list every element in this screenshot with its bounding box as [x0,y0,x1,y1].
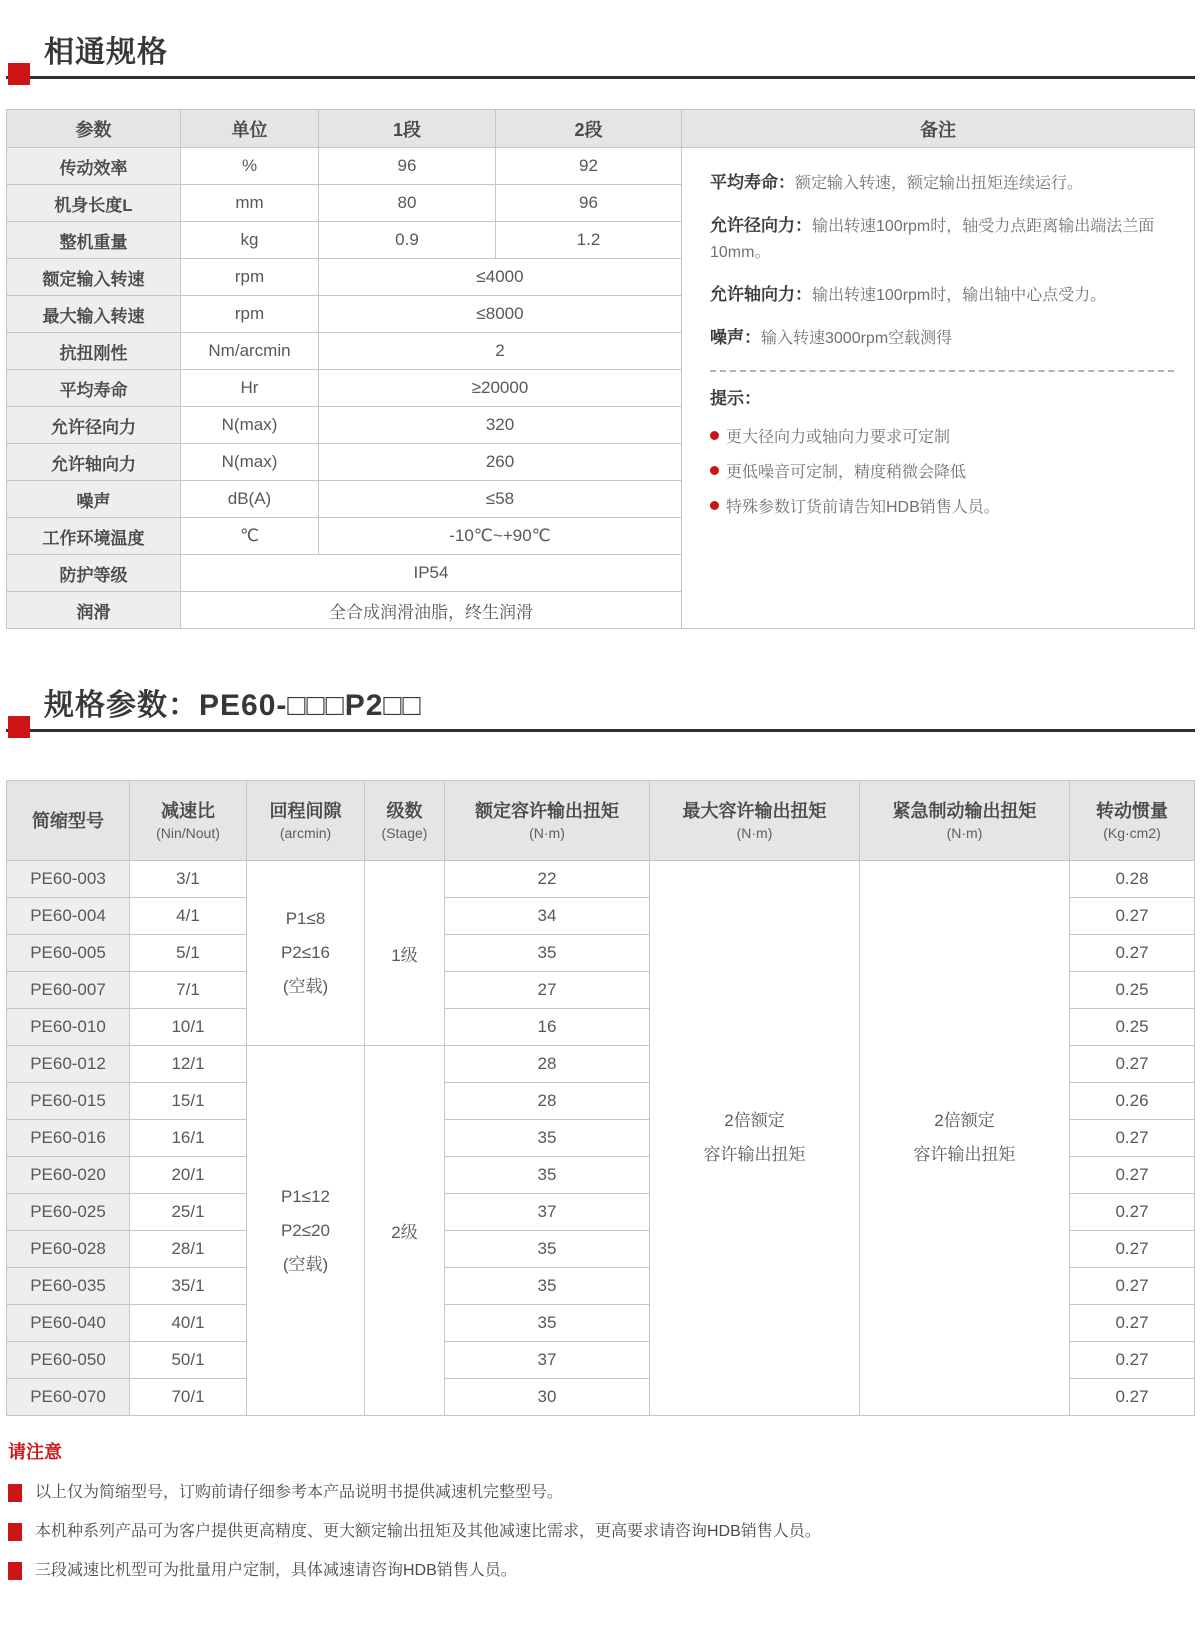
rated-torque-cell: 16 [445,1009,650,1046]
tip-item [710,494,1174,517]
param-cell: 平均寿命 [7,370,181,407]
value-cell: 2 [319,333,682,370]
column-header-main: 最大容许输出扭矩 [682,801,827,821]
unit-cell: N(max) [181,407,319,444]
inertia-cell: 0.28 [1070,861,1195,898]
unit-cell: Hr [181,370,319,407]
unit-cell: dB(A) [181,481,319,518]
column-header [365,781,445,861]
ratio-cell: 3/1 [130,861,247,898]
inertia-cell: 0.27 [1070,1342,1195,1379]
brake-torque-cell: 2倍额定 容许输出扭矩 [860,861,1070,1416]
rated-torque-cell: 37 [445,1194,650,1231]
section2-title: 规格参数：PE60-□□□P2□□ [44,689,422,722]
column-header [247,781,365,861]
note-item [8,1561,1195,1581]
value-cell: ≤8000 [319,296,682,333]
model-specs-header-row [7,781,1195,861]
model-cell: PE60-050 [7,1342,130,1379]
model-cell: PE60-035 [7,1268,130,1305]
column-header: 单位 [181,110,319,148]
model-specs-table [6,780,1195,1416]
section-marker-icon [8,716,30,738]
param-cell: 润滑 [7,592,181,629]
column-header-sub: (N·m) [946,825,983,841]
notes-section [6,1438,1195,1581]
rated-torque-cell: 35 [445,935,650,972]
spec-row [7,148,1195,185]
column-header-main: 紧急制动输出扭矩 [892,801,1037,821]
value-cell: 260 [319,444,682,481]
stage-cell: 2级 [365,1046,445,1416]
tip-item [710,459,1174,482]
tips-title: 提示： [710,389,761,408]
param-cell: 允许径向力 [7,407,181,444]
ratio-cell: 7/1 [130,972,247,1009]
model-cell: PE60-025 [7,1194,130,1231]
ratio-cell: 10/1 [130,1009,247,1046]
section1-title: 相通规格 [44,36,168,69]
value-cell: -10℃~+90℃ [319,518,682,555]
common-specs-table [6,109,1195,629]
tip-item [710,424,1174,447]
model-cell: PE60-007 [7,972,130,1009]
model-cell: PE60-004 [7,898,130,935]
model-cell: PE60-016 [7,1120,130,1157]
model-cell: PE60-010 [7,1009,130,1046]
column-header-main: 减速比 [161,801,215,821]
column-header-sub: (arcmin) [279,825,332,841]
column-header-main: 转动惯量 [1096,801,1168,821]
rated-torque-cell: 28 [445,1083,650,1120]
unit-cell: rpm [181,259,319,296]
rated-torque-cell: 35 [445,1120,650,1157]
inertia-cell: 0.26 [1070,1083,1195,1120]
ratio-cell: 20/1 [130,1157,247,1194]
value-cell-stage1: 0.9 [319,222,496,259]
ratio-cell: 15/1 [130,1083,247,1120]
remark-paragraph [710,282,1174,309]
value-cell-stage2: 1.2 [496,222,682,259]
column-header [1070,781,1195,861]
column-header-main: 简缩型号 [32,810,104,831]
section-marker-icon [8,63,30,85]
note-text: 三段减速比机型可为批量用户定制，具体减速请咨询HDB销售人员。 [35,1562,517,1579]
column-header-main: 回程间隙 [269,801,342,821]
ratio-cell: 40/1 [130,1305,247,1342]
value-cell-stage2: 92 [496,148,682,185]
note-item [8,1522,1195,1542]
param-cell: 噪声 [7,481,181,518]
model-cell: PE60-003 [7,861,130,898]
param-cell: 防护等级 [7,555,181,592]
column-header-sub: (Kg·cm2) [1103,825,1161,841]
inertia-cell: 0.27 [1070,1157,1195,1194]
model-cell: PE60-020 [7,1157,130,1194]
backlash-cell: P1≤8 P2≤16 (空载) [247,861,365,1046]
param-cell: 整机重量 [7,222,181,259]
value-cell: ≤4000 [319,259,682,296]
bullet-square-icon [8,1562,22,1580]
rated-torque-cell: 35 [445,1305,650,1342]
value-cell: ≥20000 [319,370,682,407]
note-item [8,1483,1195,1503]
column-header: 2段 [496,110,682,148]
bullet-dot-icon [710,466,719,475]
rated-torque-cell: 30 [445,1379,650,1416]
remark-paragraph [710,213,1174,266]
rated-torque-cell: 27 [445,972,650,1009]
max-torque-cell: 2倍额定 容许输出扭矩 [650,861,860,1416]
ratio-cell: 12/1 [130,1046,247,1083]
inertia-cell: 0.25 [1070,972,1195,1009]
rated-torque-cell: 34 [445,898,650,935]
ratio-cell: 50/1 [130,1342,247,1379]
inertia-cell: 0.27 [1070,1231,1195,1268]
section1-header [6,36,1195,79]
param-cell: 工作环境温度 [7,518,181,555]
inertia-cell: 0.25 [1070,1009,1195,1046]
param-cell: 额定输入转速 [7,259,181,296]
remark-lead: 允许轴向力： [710,285,812,304]
column-header [130,781,247,861]
inertia-cell: 0.27 [1070,1305,1195,1342]
remark-paragraph [710,325,1174,352]
unit-cell: N(max) [181,444,319,481]
inertia-cell: 0.27 [1070,1120,1195,1157]
column-header-sub: (N·m) [736,825,773,841]
value-cell-stage1: 96 [319,148,496,185]
remark-text: 额定输入转速，额定输出扭矩连续运行。 [795,175,1084,192]
model-cell: PE60-012 [7,1046,130,1083]
column-header [860,781,1070,861]
bullet-square-icon [8,1523,22,1541]
inertia-cell: 0.27 [1070,898,1195,935]
column-header-main: 额定容许输出扭矩 [475,801,619,821]
value-cell-stage2: 96 [496,185,682,222]
param-cell: 机身长度L [7,185,181,222]
ratio-cell: 70/1 [130,1379,247,1416]
model-cell: PE60-005 [7,935,130,972]
common-specs-header-row [7,110,1195,148]
model-cell: PE60-028 [7,1231,130,1268]
ratio-cell: 4/1 [130,898,247,935]
column-header [650,781,860,861]
column-header-sub: (Stage) [381,825,428,841]
unit-cell: kg [181,222,319,259]
tip-text: 特殊参数订货前请告知HDB销售人员。 [726,499,1000,516]
value-cell-stage1: 80 [319,185,496,222]
value-cell: IP54 [181,555,682,592]
column-header-sub: (N·m) [529,825,565,841]
value-cell: 全合成润滑油脂，终生润滑 [181,592,682,629]
value-cell: ≤58 [319,481,682,518]
ratio-cell: 5/1 [130,935,247,972]
param-cell: 允许轴向力 [7,444,181,481]
tips-list [710,424,1174,517]
note-text: 以上仅为简缩型号，订购前请仔细参考本产品说明书提供减速机完整型号。 [35,1484,564,1501]
model-cell: PE60-040 [7,1305,130,1342]
remark-lead: 允许径向力： [710,216,812,235]
rated-torque-cell: 22 [445,861,650,898]
dashed-divider [710,370,1174,372]
remark-paragraph [710,170,1174,197]
ratio-cell: 35/1 [130,1268,247,1305]
model-row [7,861,1195,898]
unit-cell: % [181,148,319,185]
bullet-square-icon [8,1484,22,1502]
unit-cell: mm [181,185,319,222]
column-header-main: 级数 [386,801,423,821]
inertia-cell: 0.27 [1070,1046,1195,1083]
ratio-cell: 28/1 [130,1231,247,1268]
bullet-dot-icon [710,501,719,510]
inertia-cell: 0.27 [1070,1268,1195,1305]
remarks-cell [682,148,1195,629]
column-header [445,781,650,861]
column-header: 备注 [682,110,1195,148]
rated-torque-cell: 35 [445,1231,650,1268]
unit-cell: Nm/arcmin [181,333,319,370]
notes-title: 请注意 [8,1442,62,1462]
rated-torque-cell: 37 [445,1342,650,1379]
remark-lead: 噪声： [710,328,761,347]
inertia-cell: 0.27 [1070,935,1195,972]
remark-text: 输出转速100rpm时，输出轴中心点受力。 [812,287,1107,304]
ratio-cell: 25/1 [130,1194,247,1231]
column-header-sub: (Nin/Nout) [156,825,220,841]
rated-torque-cell: 35 [445,1157,650,1194]
param-cell: 抗扭刚性 [7,333,181,370]
rated-torque-cell: 35 [445,1268,650,1305]
ratio-cell: 16/1 [130,1120,247,1157]
bullet-dot-icon [710,431,719,440]
unit-cell: rpm [181,296,319,333]
model-cell: PE60-015 [7,1083,130,1120]
backlash-cell: P1≤12 P2≤20 (空载) [247,1046,365,1416]
remark-text: 输出转速100rpm时，轴受力点距离输出端法兰面10mm。 [710,218,1155,261]
section2-header [6,689,1195,732]
model-cell: PE60-070 [7,1379,130,1416]
inertia-cell: 0.27 [1070,1194,1195,1231]
column-header: 1段 [319,110,496,148]
param-cell: 最大输入转速 [7,296,181,333]
notes-list [8,1483,1195,1581]
param-cell: 传动效率 [7,148,181,185]
rated-torque-cell: 28 [445,1046,650,1083]
inertia-cell: 0.27 [1070,1379,1195,1416]
column-header [7,781,130,861]
stage-cell: 1级 [365,861,445,1046]
remark-lead: 平均寿命： [710,173,795,192]
remark-text: 输入转速3000rpm空载测得 [761,330,953,347]
unit-cell: ℃ [181,518,319,555]
tip-text: 更大径向力或轴向力要求可定制 [726,429,951,446]
value-cell: 320 [319,407,682,444]
tip-text: 更低噪音可定制，精度稍微会降低 [726,464,967,481]
note-text: 本机种系列产品可为客户提供更高精度、更大额定输出扭矩及其他减速比需求，更高要求请咨询HDB销售人员。 [35,1523,821,1540]
column-header: 参数 [7,110,181,148]
